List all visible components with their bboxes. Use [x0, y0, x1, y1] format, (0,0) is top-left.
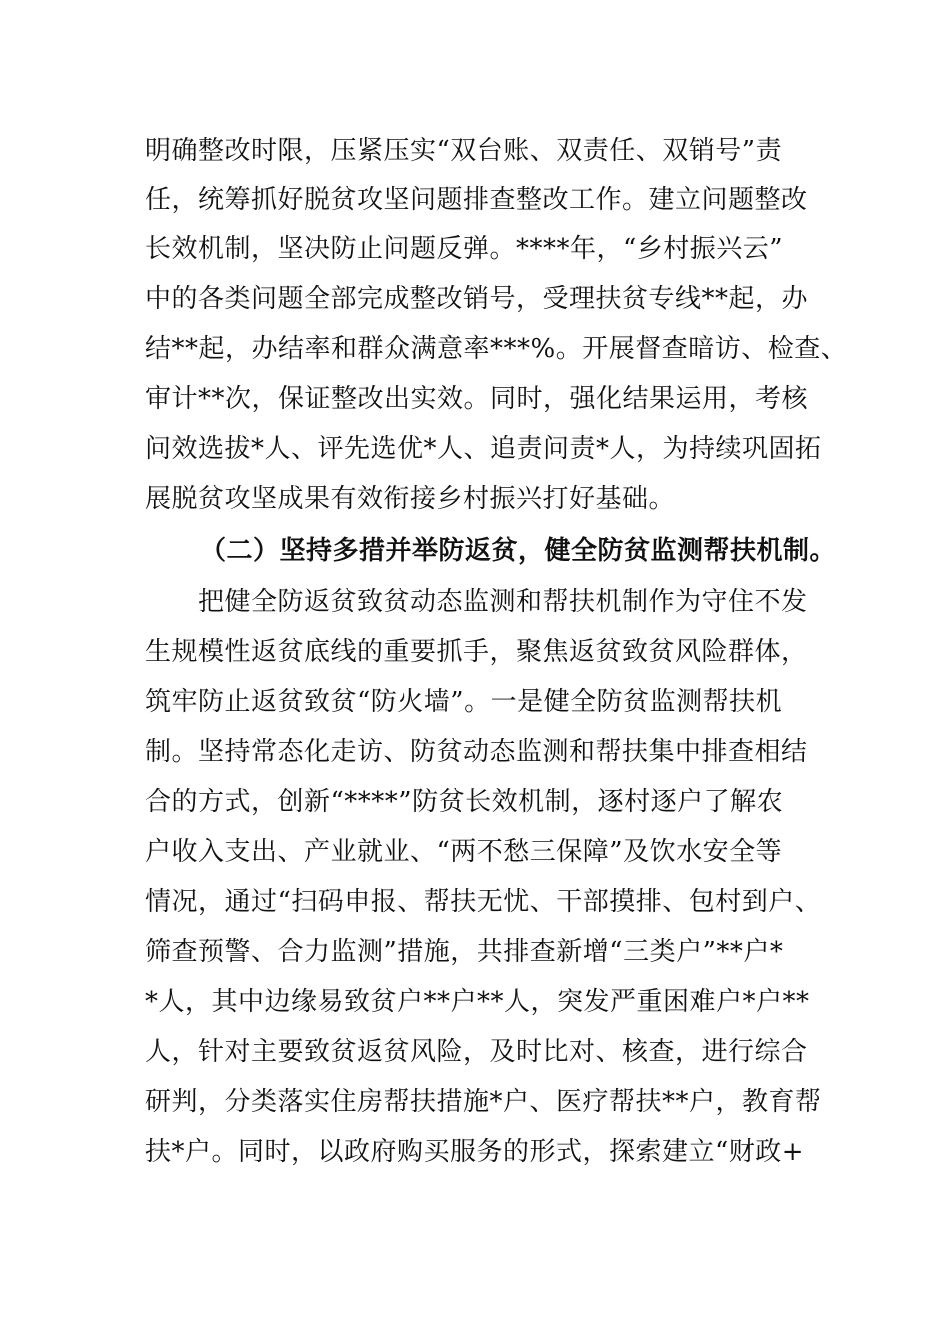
paragraph-line: 中的各类问题全部完成整改销号，受理扶贫专线**起，办 — [145, 284, 809, 314]
paragraph-line: 审计**次，保证整改出实效。同时，强化结果运用，考核 — [145, 384, 809, 414]
paragraph-line: 长效机制，坚决防止问题反弹。****年，“乡村振兴云” — [145, 234, 784, 264]
paragraph-line: 研判，分类落实住房帮扶措施*户、医疗帮扶**户，教育帮 — [145, 1087, 822, 1117]
paragraph-line: 扶*户。同时，以政府购买服务的形式，探索建立“财政+ — [145, 1137, 805, 1167]
paragraph-line: 明确整改时限，压紧压实“双台账、双责任、双销号”责 — [145, 136, 783, 166]
paragraph-line: 展脱贫攻坚成果有效衔接乡村振兴打好基础。 — [145, 484, 676, 514]
paragraph-line: 合的方式，创新“****”防贫长效机制，逐村逐户了解农 — [145, 787, 784, 817]
paragraph-line: 筛查预警、合力监测”措施，共排查新增“三类户”**户* — [145, 937, 784, 967]
paragraph-line: 筑牢防止返贫致贫“防火墙”。一是健全防贫监测帮扶机 — [145, 687, 783, 717]
paragraph-line: 制。坚持常态化走访、防贫动态监测和帮扶集中排查相结 — [145, 737, 808, 767]
paragraph-line: 户收入支出、产业就业、“两不愁三保障”及饮水安全等 — [145, 837, 783, 867]
section-heading: （二）坚持多措并举防返贫，健全防贫监测帮扶机制。 — [200, 536, 837, 566]
paragraph-line: *人，其中边缘易致贫户**户**人，突发严重困难户*户** — [145, 987, 810, 1017]
paragraph-line: 结**起，办结率和群众满意率***%。开展督查暗访、检查、 — [145, 334, 848, 364]
paragraph-line: 生规模性返贫底线的重要抓手，聚焦返贫致贫风险群体， — [145, 637, 808, 667]
paragraph-line: 把健全防返贫致贫动态监测和帮扶机制作为守住不发 — [198, 587, 808, 617]
paragraph-line: 情况，通过“扫码申报、帮扶无忧、干部摸排、包村到户、 — [145, 887, 822, 917]
paragraph-line: 人，针对主要致贫返贫风险，及时比对、核查，进行综合 — [145, 1037, 808, 1067]
paragraph-line: 任，统筹抓好脱贫攻坚问题排查整改工作。建立问题整改 — [145, 185, 808, 215]
paragraph-line: 问效选拔*人、评先选优*人、追责问责*人，为持续巩固拓 — [145, 434, 822, 464]
